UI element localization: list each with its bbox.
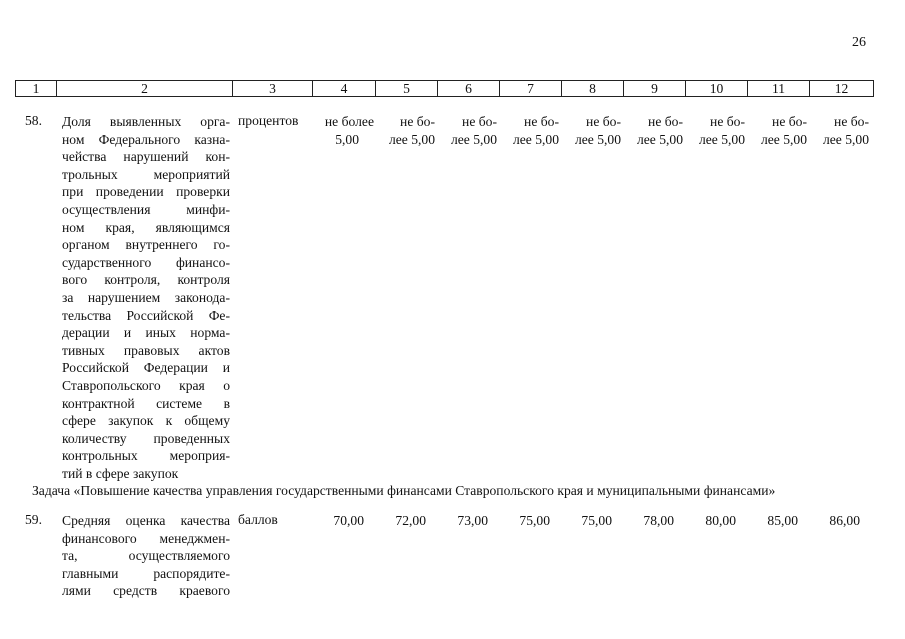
value-line: не бо- xyxy=(462,114,497,129)
value-cell: 75,00 xyxy=(519,513,550,528)
value-cell: 72,00 xyxy=(395,513,426,528)
value-cell: 80,00 xyxy=(705,513,736,528)
value-cell xyxy=(689,113,745,148)
column-number: 2 xyxy=(57,81,233,97)
value-cell: 78,00 xyxy=(643,513,674,528)
column-number: 3 xyxy=(233,81,313,97)
value-line: не бо- xyxy=(648,114,683,129)
value-line: лее 5,00 xyxy=(512,131,559,147)
column-number: 6 xyxy=(438,81,500,97)
row-number: 59. xyxy=(25,512,42,527)
name-line: чейства нарушений кон- xyxy=(62,149,230,165)
value-line: лее 5,00 xyxy=(760,131,807,147)
column-number: 4 xyxy=(313,81,376,97)
value-cell xyxy=(627,113,683,148)
name-line: Ставропольского края о xyxy=(62,377,230,393)
value-line: не бо- xyxy=(524,114,559,129)
column-number: 11 xyxy=(748,81,810,97)
name-line: тивных правовых актов xyxy=(62,342,230,358)
name-line: финансового менеджмен- xyxy=(62,530,230,546)
name-line: тий в сфере закупок xyxy=(62,465,179,481)
row-number: 58. xyxy=(25,113,42,128)
value-cell: 75,00 xyxy=(581,513,612,528)
value-line: лее 5,00 xyxy=(574,131,621,147)
name-line: лями средств краевого xyxy=(62,583,230,599)
value-cell: 73,00 xyxy=(457,513,488,528)
page-number: 26 xyxy=(852,35,866,50)
name-line: тельства Российской Фе- xyxy=(62,307,230,323)
name-line: при проведении проверки xyxy=(62,184,230,200)
value-cell xyxy=(316,113,374,148)
value-cell xyxy=(503,113,559,148)
name-line: дерации и иных норма- xyxy=(62,325,230,341)
task-heading: Задача «Повышение качества управления государственными финансами Ставропольского края и муниципальными финансами» xyxy=(32,483,776,498)
name-line: Российской Федерации и xyxy=(62,360,230,376)
unit-cell: баллов xyxy=(238,512,278,527)
value-line: лее 5,00 xyxy=(698,131,745,147)
value-cell: 70,00 xyxy=(333,513,364,528)
value-line: 5,00 xyxy=(335,131,359,147)
name-line: ном края, являющимся xyxy=(62,219,230,235)
indicator-name xyxy=(62,113,230,482)
name-line: органом внутреннего го- xyxy=(62,237,230,253)
name-line: ном Федерального казна- xyxy=(62,131,230,147)
value-line: не бо- xyxy=(710,114,745,129)
value-line: лее 5,00 xyxy=(450,131,497,147)
value-line: не бо- xyxy=(400,114,435,129)
value-cell xyxy=(379,113,435,148)
column-number: 5 xyxy=(376,81,438,97)
value-cell xyxy=(751,113,807,148)
name-line: та, осуществляемого xyxy=(62,548,230,564)
value-line: не бо- xyxy=(586,114,621,129)
column-number-header xyxy=(15,80,874,97)
name-line: сударственного финансо- xyxy=(62,254,230,270)
name-line: трольных мероприятий xyxy=(62,166,230,182)
column-number: 8 xyxy=(562,81,624,97)
column-number: 1 xyxy=(16,81,57,97)
value-cell xyxy=(441,113,497,148)
column-number: 10 xyxy=(686,81,748,97)
name-line: сфере закупок к общему xyxy=(62,413,230,429)
name-line: вого контроля, контроля xyxy=(62,272,230,288)
value-line: лее 5,00 xyxy=(636,131,683,147)
name-line: контрактной системе в xyxy=(62,395,230,411)
value-cell xyxy=(565,113,621,148)
value-cell: 85,00 xyxy=(767,513,798,528)
name-line: за нарушением законода- xyxy=(62,289,230,305)
column-number: 7 xyxy=(500,81,562,97)
name-line: Средняя оценка качества xyxy=(62,513,230,528)
name-line: главными распорядите- xyxy=(62,565,230,581)
value-cell: 86,00 xyxy=(829,513,860,528)
name-line: Доля выявленных орга- xyxy=(62,114,230,129)
column-number: 12 xyxy=(810,81,874,97)
name-line: количеству проведенных xyxy=(62,430,230,446)
unit-cell: процентов xyxy=(238,113,299,128)
value-cell xyxy=(813,113,869,148)
name-line: контрольных мероприя- xyxy=(62,448,230,464)
value-line: не более xyxy=(324,114,374,129)
value-line: не бо- xyxy=(834,114,869,129)
value-line: лее 5,00 xyxy=(388,131,435,147)
column-number: 9 xyxy=(624,81,686,97)
indicator-name xyxy=(62,512,230,600)
value-line: лее 5,00 xyxy=(822,131,869,147)
value-line: не бо- xyxy=(772,114,807,129)
name-line: осуществления минфи- xyxy=(62,201,230,217)
